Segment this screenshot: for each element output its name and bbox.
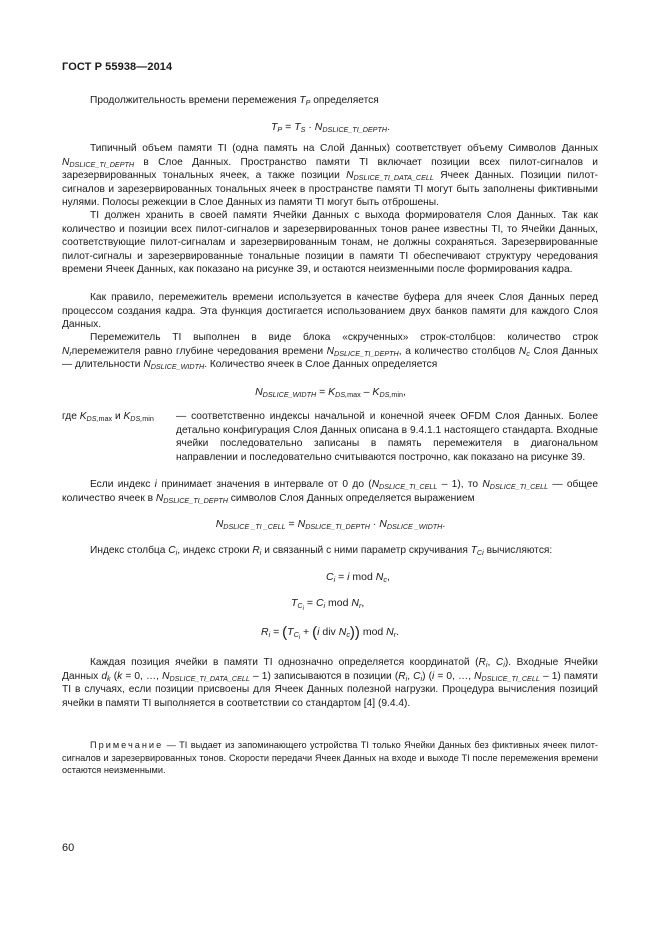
page-number: 60 [62,842,75,854]
paragraph-memory-volume: Типичный объем памяти TI (одна память на Слой Данных) соответствует объему Символов Данных NDSLICE_TI_DEPTH в Слое Данных. Пространство памяти TI включает позиции всех пилот-сигналов и зарезервированных тональных ячеек, а также позиции NDSLICE_TI_DATA_CELL Ячеек Данных. Позиции пилот-сигналов и зарезервированных тональных ячеек в пространстве памяти TI могут быть заполнены фиктивными нулями. Полосы режекции в Слое Данных из памяти TI могут быть отброшены. [62,143,598,208]
where-text: — соответственно индексы начальной и конечной ячеек OFDM Слоя Данных. Более детально конфигурация Слоя Данных описана в 9.4.1.1 настоящего стандарта. Входные ячейки последовательно записаны в память перемежителя в диагональном направлении и последовательно считываются построчно, как показано на рисунке 39. [176,411,598,463]
formula-ri: $Ri = (TC_i + (i$ div Nc)) mod Nr. [261,624,400,641]
note-label: Примечание [90,740,164,750]
where-label: где KDS,max и KDS,min [62,411,154,423]
paragraph-buffer: Как правило, перемежитель времени используется в качестве буфера для ячеек Слоя Данных перед процессом создания кадра. Эта функция достигается использованием двух банков памяти для каждого Слоя Данных. [62,292,598,330]
formula-ci: Ci = i mod Nc, [326,571,390,584]
note-text: — TI выдает из запоминающего устройства TI только Ячейки Данных без фиктивных ячеек пилот-сигналов и зарезервированных тонов. Скорости передачи Ячеек Данных на входе и выходе TI после перемежения времени остаются неизменными. [62,740,598,775]
paragraph-cell-position: Каждая позиция ячейки в памяти TI однозначно определяется координатой (Ri, Ci). Входные Ячейки Данных dk (k = 0, …, NDSLICE_TI_DATA_CELL – 1) записываются в позиции (Ri, Ci) (i = 0, …, NDSLICE_TI_CELL – 1) памяти TI в случаях, если позиции присвоены для Ячеек Данных полезной нагрузки. Процедура вычисления позиций ячейки в памяти TI выполняется в соответствии со стандартом [4] (9.4.4). [62,657,598,709]
note [62,739,598,777]
document-header: ГОСТ Р 55938—2014 [62,61,173,73]
paragraph-ti-storage: TI должен хранить в своей памяти Ячейки Данных с выхода формирователя Слоя Данных. Так как количество и позиции всех пилот-сигналов и зарезервированных тонов ранее известны TI, то Ячейки Данных, соответствующие пилот-сигналам и зарезервированным тонам, не должны сохраняться. Зарезервированные пилот-сигналы и зарезервированные тональные позиции в памяти TI обеспечивают структуру чередования времени Ячеек Данных, как показано на рисунке 39, и остаются неизменными после формирования кадра. [62,210,598,275]
paragraph-index-range: Если индекс i принимает значения в интервале от 0 до (NDSLICE_TI_CELL – 1), то NDSLICE_TI_CELL — общее количество ячеек в NDSLICE_TI_DEPTH символов Слоя Данных определяется выражением [62,479,598,505]
formula-cell-count: NDSLICE _TI _CELL = NDSLICE_TI_DEPTH · NDSLICE _WIDTH. [215,518,446,531]
paragraph-column-row-index: Индекс столбца Ci, индекс строки Ri и связанный с ними параметр скручивания TCi вычисляются: [90,545,553,557]
paragraph-twisted-block: Перемежитель TI выполнен в виде блока «скрученных» строк-столбцов: количество строк Nrперемежителя равно глубине чередования времени NDSLICE_TI_DEPTH, а количество столбцов Nc Слоя Данных — длительности NDSLICE_WIDTH. Количество ячеек в Слое Данных определяется [62,332,598,371]
paragraph-interleaving-duration: Продолжительность времени перемежения TP определяется [90,95,379,107]
formula-width: NDSLICE_WIDTH = KDS,max – KDS,min, [255,386,406,399]
formula-tp: TP = TS · NDSLICE_TI_DEPTH. [271,121,390,134]
formula-tci: $TC_i = Ci$ mod Nr, [291,597,365,612]
